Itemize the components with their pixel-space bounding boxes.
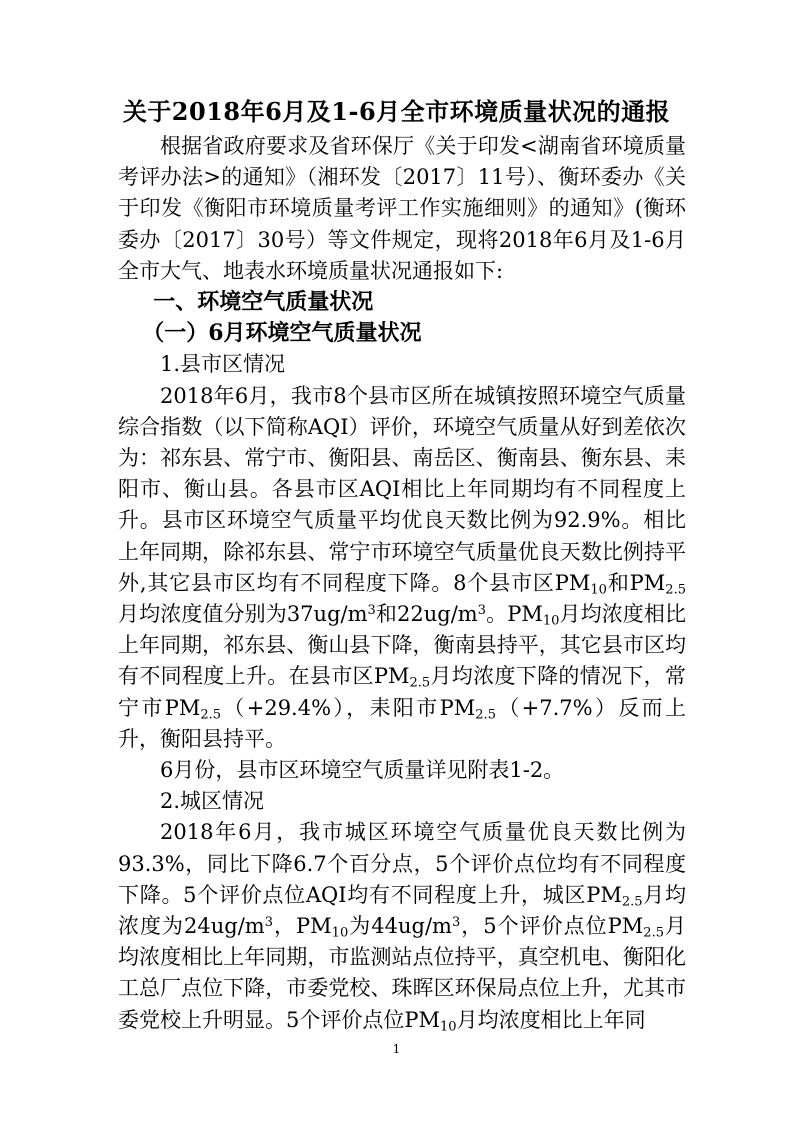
pm10-subscript: 10	[440, 1018, 457, 1034]
county-text-5: 月均浓度相比上年同期，祁东县、衡山县下降，衡南县持平，其它县市区均有不同程度上升。在县市区	[118, 602, 687, 689]
item-heading-urban-status: 2.城区情况	[160, 789, 265, 814]
pm25-subscript: 2.5	[200, 706, 222, 722]
document-title: 关于2018年6月及1-6月全市环境质量状况的通报	[122, 97, 671, 126]
urban-text-1: 2018年6月，我市城区环境空气质量优良天数比例为93.3%，同比下降6.7个百分点，5个评价点位均有不同程度下降。5个评价点位AQI均有不同程度上升，城区	[118, 820, 686, 907]
county-text-6: 月均浓度下降的情况下，常宁市	[118, 664, 686, 720]
urban-text-3: ，	[273, 914, 297, 939]
unit-superscript: 3	[264, 914, 273, 930]
pm10-subscript: 10	[590, 582, 607, 598]
county-text-8: （+7.7%）反而上升，衡阳县持平。	[118, 695, 687, 751]
pm25-label: PM	[164, 695, 201, 720]
county-text-2: 月均浓度值分别为37ug/m	[118, 602, 368, 627]
pm10-label: PM	[404, 1007, 441, 1032]
page-number: 1	[392, 1042, 401, 1056]
unit-superscript: 3	[477, 602, 486, 618]
county-text-and: 和	[606, 570, 630, 595]
urban-text-2: 月均浓度为24ug/m	[118, 882, 686, 939]
urban-text-7: 月均浓度相比上年同	[456, 1007, 646, 1032]
pm25-label: PM	[439, 695, 476, 720]
unit-superscript: 3	[367, 602, 376, 618]
urban-text-4: 为44ug/m	[348, 914, 452, 939]
item-heading-county-status: 1.县市区情况	[160, 352, 286, 377]
pm25-subscript: 2.5	[409, 675, 431, 691]
county-text-3: 和22ug/m	[375, 602, 478, 627]
pm10-subscript: 10	[331, 925, 349, 941]
pm25-subscript: 2.5	[475, 706, 496, 722]
pm25-subscript: 2.5	[665, 582, 686, 598]
unit-superscript: 3	[451, 914, 461, 930]
urban-status-paragraph	[118, 817, 686, 1035]
pm25-label: PM	[607, 914, 644, 939]
pm10-label: PM	[296, 914, 332, 939]
county-text-1: 2018年6月，我市8个县市区所在城镇按照环境空气质量综合指数（以下简称AQI）评价，环境空气质量从好到差依次为：祁东县、常宁市、衡阳县、南岳区、衡南县、衡东县、耒阳市、衡山县。各县市区AQI相比上年同期均有不同程度上升。县市区环境空气质量平均优良天数比例为92.9%。相比上年同期，除祁东县、常宁市环境空气质量优良天数比例持平外,其它县市区均有不同程度下降。8个县市区	[118, 383, 686, 595]
pm25-label: PM	[586, 882, 622, 907]
urban-text-6: 月均浓度相比上年同期，市监测站点位持平，真空机电、衡阳化工总厂点位下降，市委党校、珠晖区环保局点位上升，尤其市委党校上升明显。5个评价点位	[118, 914, 687, 1032]
county-note-paragraph: 6月份，县市区环境空气质量详见附表1-2。	[160, 758, 565, 783]
intro-paragraph: 根据省政府要求及省环保厅《关于印发<湖南省环境质量考评办法>的通知》（湘环发〔2017〕11号）、衡环委办《关于印发《衡阳市环境质量考评工作实施细则》的通知》(衡环委办〔2017〕30号）等文件规定，现将2018年6月及1-6月全市大气、地表水环境质量状况通报如下:	[118, 134, 686, 283]
document-body	[118, 131, 686, 1036]
section-heading-air-quality: 一、环境空气质量状况	[153, 289, 374, 316]
pm25-label: PM	[373, 664, 410, 689]
pm10-subscript: 10	[542, 613, 560, 629]
pm25-label: PM	[629, 570, 666, 595]
pm10-label: PM	[507, 602, 543, 627]
pm25-subscript: 2.5	[621, 894, 643, 910]
urban-text-5: ，5个评价点位	[460, 914, 608, 939]
pm25-subscript: 2.5	[643, 925, 664, 941]
subsection-heading-june-air-quality: （一）6月环境空气质量状况	[142, 320, 422, 347]
pm10-label: PM	[554, 570, 591, 595]
county-status-paragraph	[118, 381, 686, 755]
county-text-4: 。	[485, 602, 508, 627]
county-text-7: （+29.4%），耒阳市	[221, 695, 440, 720]
